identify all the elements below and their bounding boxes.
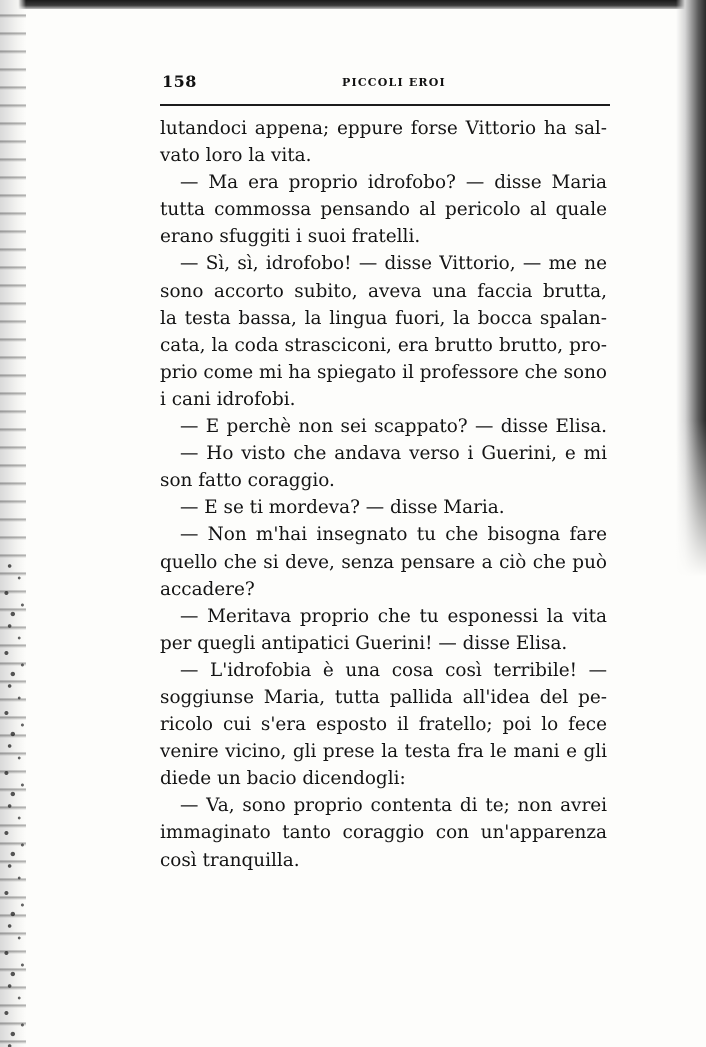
text-line: — Non m'hai insegnato tu che bisogna fare [180, 524, 607, 546]
text-line: tutta commossa pensando al pericolo al quale [160, 199, 607, 221]
body-text [160, 115, 607, 874]
running-head: PICCOLI EROI [342, 76, 446, 89]
text-line: — E perchè non sei scappato? — disse Elisa. [180, 416, 607, 438]
text-line: — Meritava proprio che tu esponessi la vita [180, 605, 607, 627]
text-line: ricolo cui s'era esposto il fratello; poi lo fece [160, 714, 607, 736]
page-header [162, 72, 608, 96]
text-line: quello che si deve, senza pensare a ciò che può [160, 551, 607, 573]
text-line: così tranquilla. [160, 849, 300, 871]
text-line: erano sfuggiti i suoi fratelli. [160, 226, 421, 248]
text-line: soggiunse Maria, tutta pallida all'idea del pe- [160, 686, 607, 708]
scan-border-top [0, 0, 706, 9]
text-line: vato loro la vita. [160, 145, 312, 167]
page-number: 158 [162, 72, 197, 91]
text-line: — Ma era proprio idrofobo? — disse Maria [180, 172, 607, 194]
scan-border-right-fade [676, 420, 706, 1047]
text-line: cata, la coda strasciconi, era brutto brutto, pro- [160, 334, 607, 356]
scan-speckle-left [0, 560, 32, 1047]
text-line: prio come mi ha spiegato il professore che sono [160, 361, 607, 383]
text-line: immaginato tanto coraggio con un'apparenza [160, 822, 607, 844]
text-line: lutandoci appena; eppure forse Vittorio ha sal- [160, 118, 607, 139]
text-line: son fatto coraggio. [160, 470, 335, 492]
text-line: i cani idrofobi. [160, 388, 296, 410]
text-line: — L'idrofobia è una cosa così terribile! — [180, 659, 607, 681]
text-line: per quegli antipatici Guerini! — disse Elisa. [160, 632, 568, 654]
text-line: venire vicino, gli prese la testa fra le mani e gli [160, 741, 607, 763]
text-line: — E se ti mordeva? — disse Maria. [180, 497, 505, 519]
text-line: — Ho visto che andava verso i Guerini, e mi [180, 443, 607, 465]
text-line: — Sì, sì, idrofobo! — disse Vittorio, — me ne [180, 253, 607, 275]
text-line: sono accorto subito, aveva una faccia brutta, [160, 280, 607, 302]
text-line: accadere? [160, 578, 255, 600]
header-rule [160, 104, 610, 106]
text-line: — Va, sono proprio contenta di te; non avrei [180, 795, 607, 817]
text-line: la testa bassa, la lingua fuori, la bocca spalan- [160, 307, 607, 329]
text-line: diede un bacio dicendogli: [160, 768, 406, 790]
